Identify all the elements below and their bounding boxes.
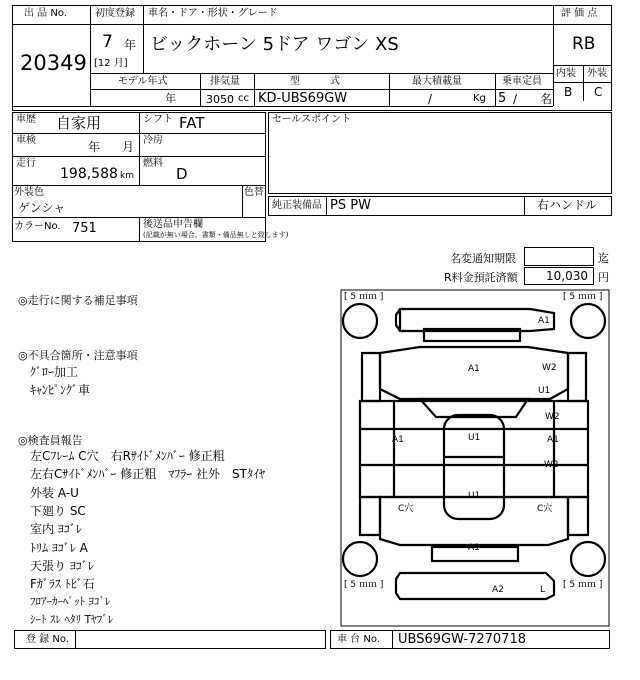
inspection-month-unit: 月 [122, 140, 135, 154]
inspector-line: 下廻り SC [30, 504, 86, 518]
inspector-line: 左右Cｻｲﾄﾞﾒﾝﾊﾞｰ 修正粗 ﾏﾌﾗｰ 社外 STﾀｲﾔ [30, 467, 265, 481]
defect-line: ｸﾞﾛｰ加工 [30, 365, 79, 379]
mark-rear-r: C穴 [537, 504, 553, 514]
model-year-unit: 年 [165, 92, 176, 105]
ext-color: ゲンシャ [18, 201, 66, 215]
lot-no: 20349 [20, 51, 87, 75]
mark-rear-bumper: A2 [492, 585, 504, 595]
grade: RB [572, 34, 596, 54]
first-reg-month: [12 月] [94, 58, 128, 69]
wheel-rear-right-icon [571, 542, 605, 576]
name-change-unit: 迄 [598, 252, 609, 265]
model-year-label: モデル年式 [118, 76, 168, 87]
first-reg-year: 7 [102, 32, 113, 52]
rear-right-shape [568, 497, 588, 535]
mark-back-door: A1 [468, 543, 480, 553]
inspector-line: 室内 ﾖｺﾞﾚ [30, 522, 82, 536]
chassis-label: 車 台 No. [337, 634, 380, 645]
inspector-line: 天張り ﾖｺﾞﾚ [30, 559, 94, 573]
type: KD-UBS69GW [258, 91, 348, 106]
front-bumper-shape [396, 309, 554, 331]
inspector-line: Fｶﾞﾗｽ ﾄﾋﾞ石 [30, 577, 95, 591]
history-label: 車歴 [16, 114, 36, 125]
inspector-line: 左Cﾌﾚｰﾑ C穴 右Rｻｲﾄﾞﾒﾝﾊﾞｰ 修正粗 [30, 449, 225, 463]
rear-left-shape [360, 497, 380, 535]
max-load-slash: / [428, 92, 433, 106]
equipment-label: 純正装備品 [272, 200, 322, 211]
fender-right-shape [568, 353, 586, 401]
fuel: D [176, 165, 188, 183]
steering: 右ハンドル [537, 198, 598, 212]
max-load-unit: Kg [473, 93, 486, 104]
lot-no-label: 出 品 No. [24, 8, 67, 19]
inspector-line: ｼｰﾄ ｽﾚ ﾍﾀﾘ Tﾔﾌﾞﾚ [30, 613, 114, 626]
color-no: 751 [72, 221, 97, 236]
recycle-label: R料金預託済額 [444, 271, 518, 284]
inspector-line: ﾄﾘﾑ ﾖｺﾞﾚ A [30, 541, 88, 555]
roof-shape [444, 415, 504, 519]
equipment: PS PW [330, 198, 371, 213]
inspector-line: 外装 A-U [30, 486, 79, 500]
displacement-label: 排気量 [210, 76, 240, 87]
recycle-unit: 円 [598, 271, 609, 284]
chassis-no: UBS69GW-7270718 [398, 632, 526, 647]
history: 自家用 [56, 114, 102, 132]
reg-no-label: 登 録 No. [26, 634, 69, 645]
recycle-amount: 10,030 [546, 269, 588, 283]
running-head: ◎走行に関する補足事項 [18, 294, 138, 307]
fender-left-shape [362, 353, 380, 401]
tire-rear-left: [ 5 ｍｍ ] [344, 580, 384, 590]
capacity-unit: 名 [540, 92, 553, 106]
inspector-head: ◎検査員報告 [18, 434, 83, 447]
mileage-label: 走行 [16, 158, 36, 169]
car-name-label: 車名・ドア・形状・グレード [148, 8, 278, 19]
name-change-box [524, 247, 594, 266]
defect-line: ｷｬﾝﾋﾟﾝｸﾞ車 [30, 383, 91, 397]
shift-label: シフト [143, 114, 173, 125]
mark-fender-r: U1 [538, 386, 551, 396]
mark-door-l1: A1 [392, 435, 404, 445]
color-no-label: カラーNo. [14, 221, 61, 232]
post-doc-label: 後送品申告欄 [143, 219, 203, 230]
rear-bumper-shape [396, 573, 554, 599]
mileage-unit: km [120, 171, 134, 181]
displacement: 3050 [206, 93, 234, 106]
interior-grade: B [564, 85, 573, 99]
max-load-label: 最大積載量 [412, 76, 462, 87]
tire-front-right: [ 5 ｍｍ ] [563, 292, 603, 302]
mark-roof-rear: U1 [468, 491, 481, 501]
fuel-label: 燃料 [143, 158, 163, 169]
displacement-unit: cc [238, 93, 249, 104]
mark-front-bumper: A1 [538, 316, 550, 326]
sales-point-label: セールスポイント [272, 114, 352, 125]
wheel-front-left-icon [343, 304, 377, 338]
interior-label: 内装 [556, 68, 576, 79]
mark-rear-l: C穴 [398, 504, 414, 514]
type-label: 型 式 [290, 76, 340, 87]
exterior-grade: C [594, 85, 603, 99]
capacity: 5 [498, 91, 507, 106]
wheel-rear-left-icon [343, 542, 377, 576]
inspector-line: ﾌﾛｱｰｶｰﾍﾟｯﾄ ﾖｺﾞﾚ [30, 595, 111, 608]
shift: FAT [179, 114, 205, 132]
capacity-label: 乗車定員 [502, 76, 542, 87]
ac-label: 冷房 [143, 135, 163, 146]
color-change-label: 色替 [244, 187, 264, 198]
mark-door-r2-top: W2 [544, 460, 559, 470]
post-doc-note: (記載が無い場合、書類・備品無しと致します) [143, 231, 289, 239]
capacity-slash: / [513, 92, 518, 106]
mileage: 198,588 [60, 166, 118, 182]
inspection-label: 車検 [16, 135, 36, 146]
mark-fender-r-top: W2 [542, 363, 557, 373]
first-reg-year-unit: 年 [124, 38, 137, 52]
car-name: ビックホーン 5ドア ワゴン XS [150, 34, 399, 55]
defect-head: ◎不具合箇所・注意事項 [18, 349, 138, 362]
mark-door-r1-top: W2 [545, 412, 560, 422]
first-reg-label: 初度登録 [95, 8, 135, 19]
car-diagram [340, 289, 610, 627]
name-change-label: 名変通知期限 [450, 252, 516, 265]
exterior-label: 外装 [587, 68, 607, 79]
grade-label: 評 価 点 [561, 8, 598, 19]
tire-rear-right: [ 5 ｍｍ ] [563, 580, 603, 590]
mark-door-r1: A1 [547, 435, 559, 445]
ext-color-label: 外装色 [14, 187, 44, 198]
mark-hood: A1 [468, 364, 480, 374]
mark-roof-front: U1 [468, 433, 481, 443]
mark-rear-bumper-l: L [540, 585, 546, 595]
inspection-year-unit: 年 [88, 140, 101, 154]
tire-front-left: [ 5 ｍｍ ] [344, 292, 384, 302]
wheel-front-right-icon [571, 304, 605, 338]
